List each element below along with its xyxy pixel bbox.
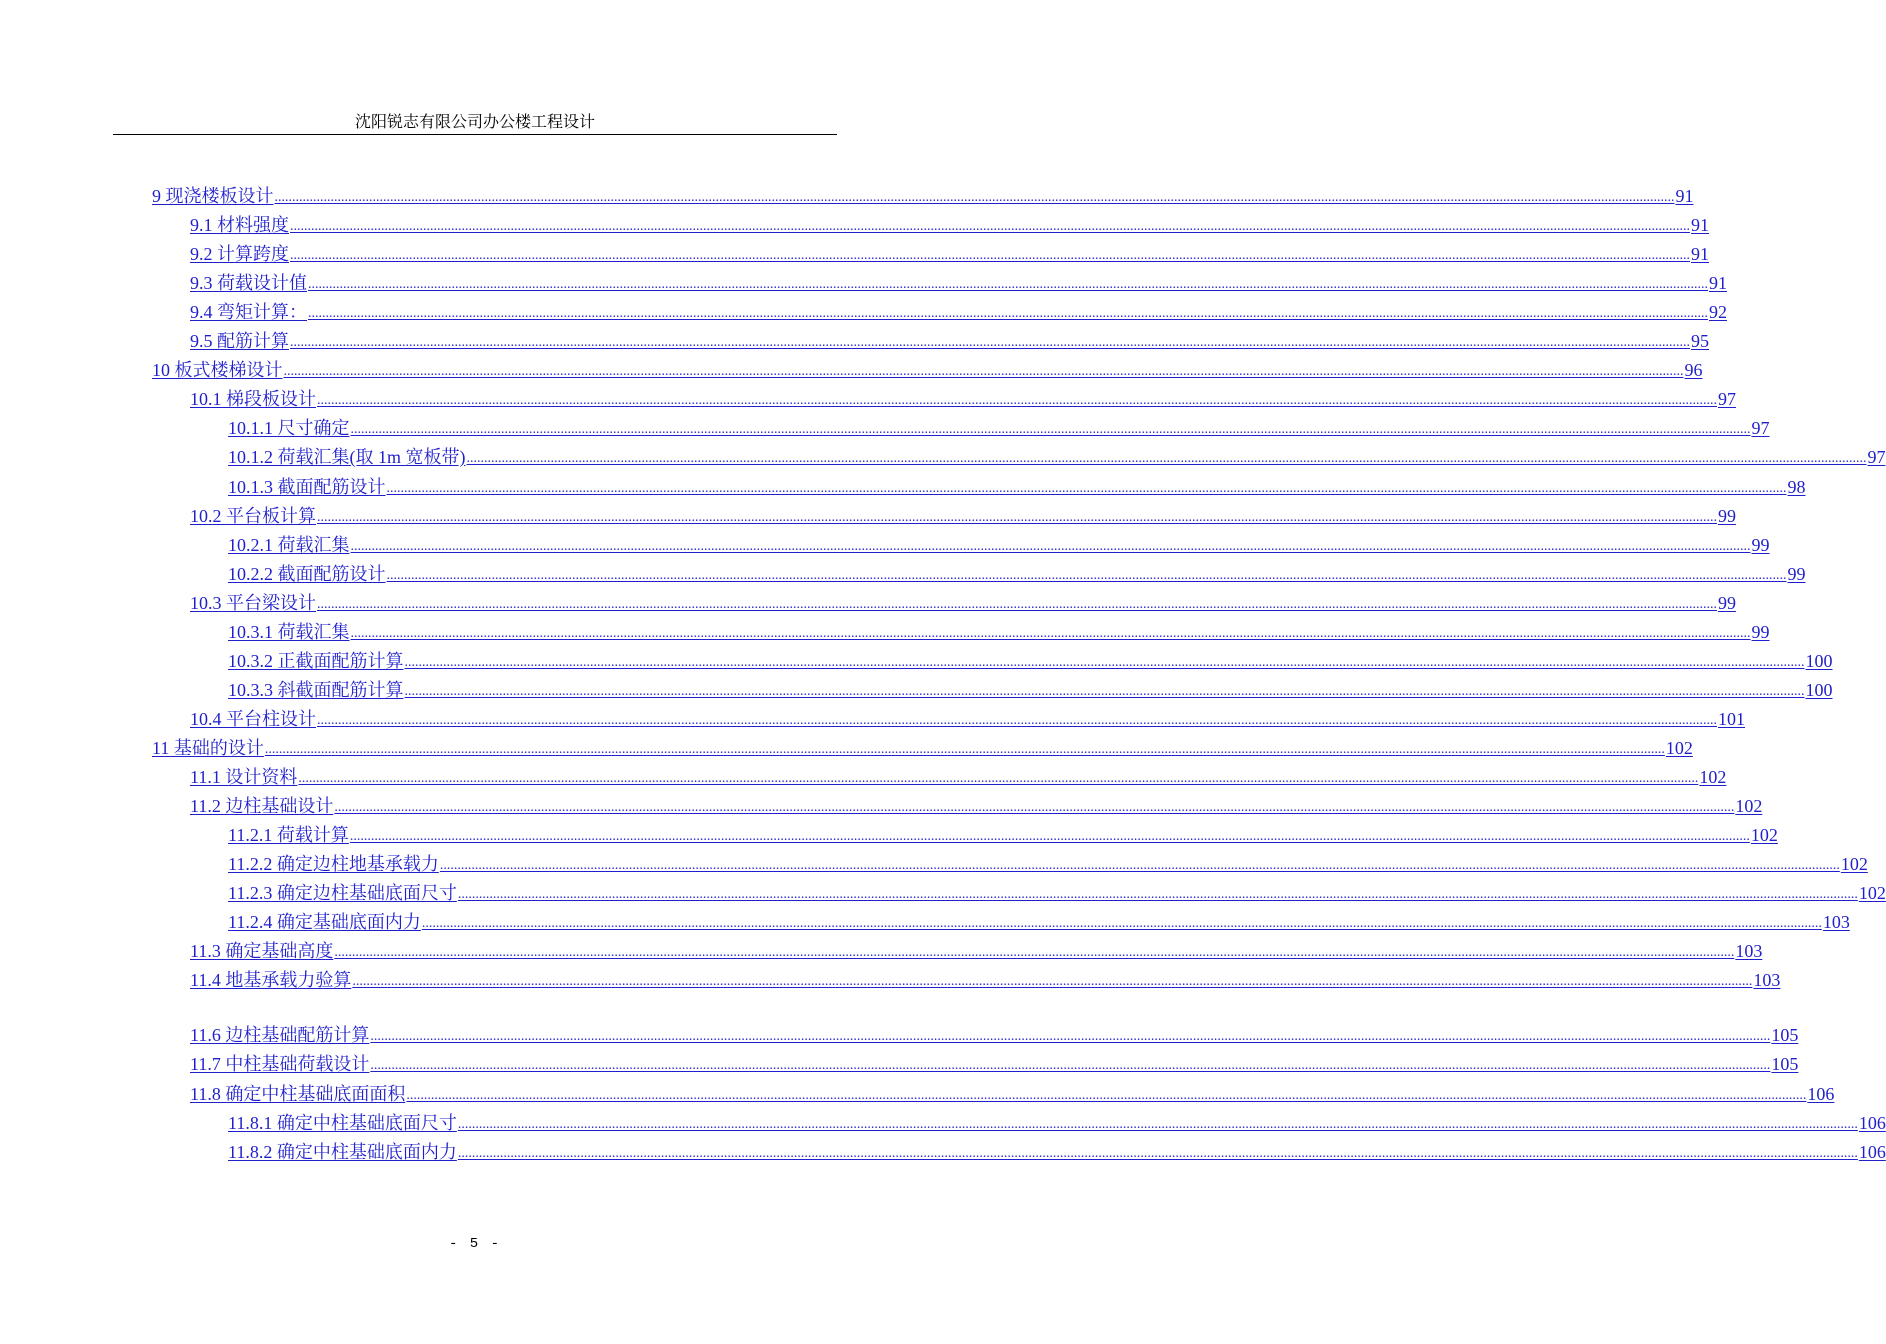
toc-entry-title: 11.2.3 确定边柱基础底面尺寸 [228, 883, 457, 903]
toc-entry-page: 91 [1709, 273, 1727, 293]
toc-entry[interactable] [152, 185, 1694, 207]
toc-entry-page: 105 [1771, 1025, 1799, 1045]
toc-entry-title: 11.8.2 确定中柱基础底面内力 [228, 1142, 457, 1162]
toc-entry[interactable] [228, 679, 1833, 701]
toc-entry[interactable] [228, 853, 1868, 875]
toc-leader-dots: ................................................................................................................................................................................................................................................................................................................................................................................................................ [334, 945, 1735, 960]
toc-entry-title: 11.2.2 确定边柱地基承载力 [228, 854, 439, 874]
toc-leader-dots: ................................................................................................................................................................................................................................................................................................................................................................................................................ [283, 364, 1684, 379]
toc-entry-page: 97 [1867, 447, 1886, 467]
toc-entry-title: 10.3 平台梁设计 [190, 593, 316, 613]
toc-entry-title: 11.1 设计资料 [190, 767, 298, 787]
toc-entry[interactable] [228, 911, 1850, 933]
toc-entry-title: 9.5 配筋计算 [190, 331, 289, 351]
toc-entry-page: 103 [1735, 941, 1763, 961]
page-header: 沈阳锐志有限公司办公楼工程设计 [113, 112, 837, 135]
toc-leader-dots: ................................................................................................................................................................................................................................................................................................................................................................................................................ [290, 219, 1690, 234]
toc-leader-dots: ................................................................................................................................................................................................................................................................................................................................................................................................................ [352, 974, 1753, 989]
toc-entry[interactable] [190, 301, 1727, 323]
toc-leader-dots: ................................................................................................................................................................................................................................................................................................................................................................................................................ [386, 481, 1787, 496]
toc-entry[interactable] [190, 272, 1727, 294]
toc-leader-dots: ................................................................................................................................................................................................................................................................................................................................................................................................................ [290, 335, 1690, 350]
toc-entry-page: 102 [1665, 738, 1693, 758]
toc-leader-dots: ................................................................................................................................................................................................................................................................................................................................................................................................................ [264, 742, 1665, 757]
toc-entry-title: 11.2.4 确定基础底面内力 [228, 912, 421, 932]
toc-entry-page: 105 [1771, 1054, 1799, 1074]
toc-leader-dots: ................................................................................................................................................................................................................................................................................................................................................................................................................ [350, 626, 1751, 641]
toc-entry[interactable] [190, 969, 1781, 991]
toc-leader-dots: ................................................................................................................................................................................................................................................................................................................................................................................................................ [370, 1029, 1771, 1044]
toc-entry[interactable] [190, 330, 1709, 352]
toc-entry-page: 106 [1807, 1084, 1835, 1104]
toc-entry[interactable] [190, 505, 1736, 527]
toc-entry[interactable] [228, 1141, 1886, 1163]
toc-entry-page: 96 [1684, 360, 1703, 380]
toc-entry-page: 100 [1805, 680, 1833, 700]
toc-entry-title: 11.4 地基承载力验算 [190, 970, 352, 990]
toc-leader-dots: ................................................................................................................................................................................................................................................................................................................................................................................................................ [404, 684, 1805, 699]
toc-entry-title: 11.2.1 荷载计算 [228, 825, 349, 845]
toc-entry-page: 99 [1718, 506, 1736, 526]
toc-entry-title: 9.2 计算跨度 [190, 244, 289, 264]
toc-entry-title: 11.8 确定中柱基础底面面积 [190, 1084, 406, 1104]
toc-entry[interactable] [228, 476, 1806, 498]
toc-entry-page: 95 [1691, 331, 1709, 351]
toc-entry-title: 10.1.3 截面配筋设计 [228, 477, 386, 497]
toc-entry-page: 101 [1718, 709, 1745, 729]
toc-entry-title: 10.2.2 截面配筋设计 [228, 564, 386, 584]
toc-entry[interactable] [190, 592, 1736, 614]
toc-entry-title: 10.1 梯段板设计 [190, 389, 316, 409]
toc-entry-page: 102 [1699, 767, 1727, 787]
toc-entry-page: 92 [1709, 302, 1727, 322]
toc-entry-title: 10.2.1 荷载汇集 [228, 535, 350, 555]
toc-entry[interactable] [152, 359, 1703, 381]
toc-entry-title: 10.3.1 荷载汇集 [228, 622, 350, 642]
toc-entry[interactable] [190, 1024, 1799, 1046]
toc-entry-page: 103 [1753, 970, 1781, 990]
toc-entry-page: 102 [1750, 825, 1778, 845]
toc-entry-title: 10 板式楼梯设计 [152, 360, 283, 380]
toc-entry-page: 91 [1691, 244, 1709, 264]
toc-leader-dots: ................................................................................................................................................................................................................................................................................................................................................................................................................ [350, 422, 1751, 437]
toc-entry[interactable] [190, 940, 1763, 962]
toc-entry-page: 99 [1751, 622, 1770, 642]
toc-entry[interactable] [228, 882, 1886, 904]
toc-entry-title: 10.3.3 斜截面配筋计算 [228, 680, 404, 700]
toc-entry-page: 91 [1691, 215, 1709, 235]
toc-entry-title: 10.3.2 正截面配筋计算 [228, 651, 404, 671]
toc-leader-dots: ................................................................................................................................................................................................................................................................................................................................................................................................................ [298, 771, 1699, 786]
page-number: - 5 - [448, 1236, 501, 1252]
toc-leader-dots: ................................................................................................................................................................................................................................................................................................................................................................................................................ [308, 277, 1708, 292]
toc-entry-page: 103 [1822, 912, 1850, 932]
toc-entry-page: 100 [1805, 651, 1833, 671]
toc-entry[interactable] [190, 388, 1736, 410]
toc-entry-page: 98 [1787, 477, 1806, 497]
toc-leader-dots: ................................................................................................................................................................................................................................................................................................................................................................................................................ [457, 1146, 1858, 1161]
toc-entry[interactable] [190, 708, 1745, 730]
toc-leader-dots: ................................................................................................................................................................................................................................................................................................................................................................................................................ [317, 510, 1717, 525]
toc-entry-page: 99 [1787, 564, 1806, 584]
toc-entry-page: 106 [1858, 1142, 1886, 1162]
toc-entry-title: 10.1.1 尺寸确定 [228, 418, 350, 438]
toc-leader-dots: ................................................................................................................................................................................................................................................................................................................................................................................................................ [349, 829, 1750, 844]
toc-leader-dots: ................................................................................................................................................................................................................................................................................................................................................................................................................ [406, 1088, 1807, 1103]
toc-entry-title: 11 基础的设计 [152, 738, 264, 758]
toc-leader-dots: ................................................................................................................................................................................................................................................................................................................................................................................................................ [421, 916, 1822, 931]
toc-entry[interactable] [190, 214, 1709, 236]
toc-entry[interactable] [190, 243, 1709, 265]
toc-entry-title: 9.3 荷载设计值 [190, 273, 307, 293]
toc-entry-page: 99 [1718, 593, 1736, 613]
toc-entry[interactable] [228, 534, 1770, 556]
toc-entry[interactable] [228, 621, 1770, 643]
toc-entry[interactable] [228, 563, 1806, 585]
toc-entry-page: 102 [1840, 854, 1868, 874]
toc-entry[interactable] [228, 446, 1886, 468]
toc-entry-title: 9.1 材料强度 [190, 215, 289, 235]
toc-leader-dots: ................................................................................................................................................................................................................................................................................................................................................................................................................ [290, 248, 1690, 263]
toc-leader-dots: ................................................................................................................................................................................................................................................................................................................................................................................................................ [404, 655, 1805, 670]
toc-leader-dots: ................................................................................................................................................................................................................................................................................................................................................................................................................ [466, 451, 1867, 466]
toc-entry-title: 11.6 边柱基础配筋计算 [190, 1025, 370, 1045]
toc-entry-page: 106 [1858, 1113, 1886, 1133]
toc-leader-dots: ................................................................................................................................................................................................................................................................................................................................................................................................................ [334, 800, 1735, 815]
toc-entry[interactable] [228, 824, 1778, 846]
toc-entry-page: 97 [1751, 418, 1770, 438]
toc-leader-dots: ................................................................................................................................................................................................................................................................................................................................................................................................................ [457, 887, 1858, 902]
toc-entry[interactable] [228, 417, 1770, 439]
toc-entry[interactable] [228, 650, 1833, 672]
toc-leader-dots: ................................................................................................................................................................................................................................................................................................................................................................................................................ [274, 190, 1675, 205]
toc-entry-title: 9 现浇楼板设计 [152, 186, 274, 206]
toc-leader-dots: ................................................................................................................................................................................................................................................................................................................................................................................................................ [308, 306, 1708, 321]
toc-leader-dots: ................................................................................................................................................................................................................................................................................................................................................................................................................ [386, 568, 1787, 583]
toc-leader-dots: ................................................................................................................................................................................................................................................................................................................................................................................................................ [317, 713, 1717, 728]
toc-entry[interactable] [190, 1053, 1799, 1075]
toc-entry-title: 11.3 确定基础高度 [190, 941, 334, 961]
toc-leader-dots: ................................................................................................................................................................................................................................................................................................................................................................................................................ [317, 393, 1717, 408]
toc-entry-page: 91 [1675, 186, 1694, 206]
toc-entry[interactable] [190, 795, 1763, 817]
toc-entry-title: 9.4 弯矩计算： [190, 302, 307, 322]
toc-entry-page: 102 [1735, 796, 1763, 816]
toc-entry-page: 97 [1718, 389, 1736, 409]
toc-entry[interactable] [190, 1083, 1835, 1105]
toc-leader-dots: ................................................................................................................................................................................................................................................................................................................................................................................................................ [317, 597, 1717, 612]
toc-entry-page: 99 [1751, 535, 1770, 555]
toc-leader-dots: ................................................................................................................................................................................................................................................................................................................................................................................................................ [457, 1117, 1858, 1132]
toc-entry-title: 10.1.2 荷载汇集(取 1m 宽板带) [228, 447, 466, 467]
toc-leader-dots: ................................................................................................................................................................................................................................................................................................................................................................................................................ [370, 1058, 1771, 1073]
toc-leader-dots: ................................................................................................................................................................................................................................................................................................................................................................................................................ [439, 858, 1840, 873]
toc-entry[interactable] [152, 737, 1693, 759]
toc-entry-title: 11.7 中柱基础荷载设计 [190, 1054, 370, 1074]
toc-entry-title: 10.2 平台板计算 [190, 506, 316, 526]
toc-entry-title: 11.2 边柱基础设计 [190, 796, 334, 816]
toc-leader-dots: ................................................................................................................................................................................................................................................................................................................................................................................................................ [350, 539, 1751, 554]
toc-entry-page: 102 [1858, 883, 1886, 903]
toc-entry[interactable] [190, 766, 1727, 788]
toc-entry[interactable] [228, 1112, 1886, 1134]
toc-entry-title: 10.4 平台柱设计 [190, 709, 316, 729]
toc-entry-title: 11.8.1 确定中柱基础底面尺寸 [228, 1113, 457, 1133]
